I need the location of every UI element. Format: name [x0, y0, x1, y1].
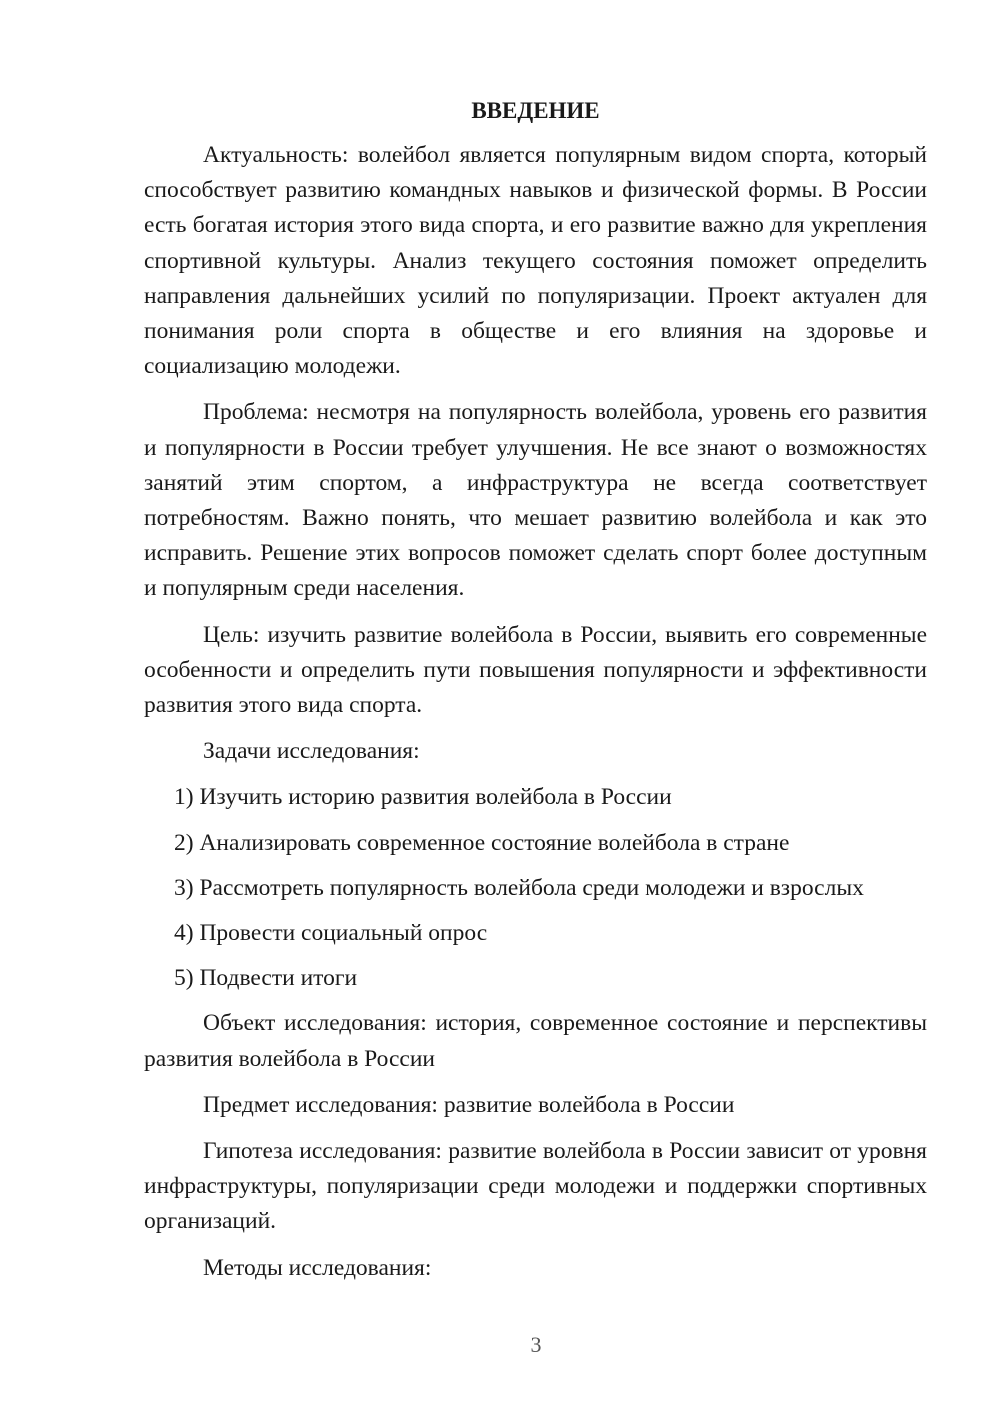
page-content — [144, 94, 927, 1297]
list-item: 1) Изучить историю развития волейбола в России — [174, 784, 672, 811]
list-item: 5) Подвести итоги — [174, 965, 358, 992]
hypothesis-paragraph: Гипотеза исследования: развитие волейбола в России зависит от уровня инфраструктуры, популяризации среди молодежи и поддержки спортивных организаций. — [144, 1138, 927, 1235]
list-item: 3) Рассмотреть популярность волейбола среди молодежи и взрослых — [174, 874, 864, 901]
list-item: 2) Анализировать современное состояние волейбола в стране — [174, 829, 790, 856]
relevance-paragraph: Актуальность: волейбол является популярным видом спорта, который способствует развитию командных навыков и физической формы. В России есть богатая история этого вида спорта, и его развитие важно для укрепления спортивной культуры. Анализ текущего состояния поможет определить направления дальнейших усилий по популяризации. Проект актуален для понимания роли спорта в обществе и его влияния на здоровье и социализацию молодежи. — [144, 142, 927, 380]
tasks-heading: Задачи исследования: — [203, 738, 420, 765]
subject-paragraph: Предмет исследования: развитие волейбола в России — [203, 1091, 735, 1118]
object-paragraph: Объект исследования: история, современное состояние и перспективы развития волейбола в России — [144, 1010, 927, 1072]
goal-paragraph: Цель: изучить развитие волейбола в России, выявить его современные особенности и определить пути повышения популярности и эффективности развития этого вида спорта. — [144, 621, 927, 719]
page-number: 3 — [530, 1332, 542, 1357]
tasks-list — [144, 780, 927, 996]
problem-paragraph: Проблема: несмотря на популярность волейбола, уровень его развития и популярности в России требует улучшения. Не все знают о возможностях занятий этим спортом, а инфраструктура не всегда соответствует потребностям. Важно понять, что мешает развитию волейбола и как это исправить. Решение этих вопросов поможет сделать спорт более доступным и популярным среди населения. — [144, 399, 927, 602]
section-title: ВВЕДЕНИЕ — [471, 98, 600, 123]
methods-heading: Методы исследования: — [203, 1254, 432, 1281]
list-item: 4) Провести социальный опрос — [174, 920, 488, 947]
